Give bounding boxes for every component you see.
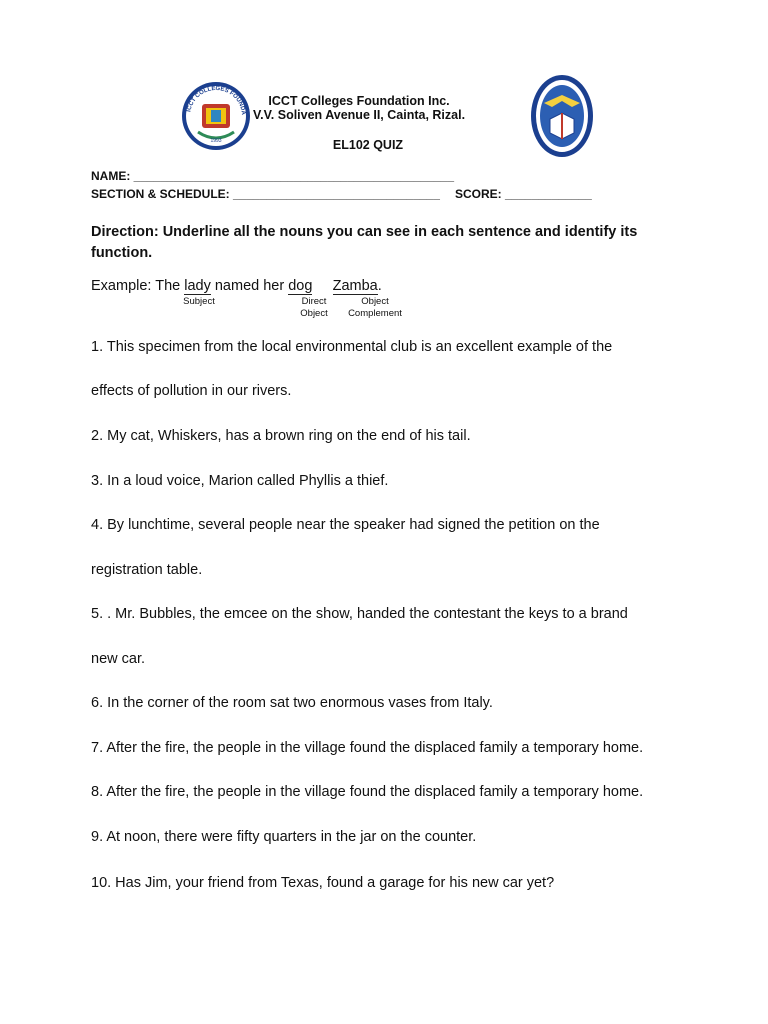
example-mid: named her bbox=[210, 278, 289, 294]
question-1-line-2: effects of pollution in our rivers. bbox=[91, 383, 292, 399]
label-object: Object bbox=[361, 296, 389, 307]
question-5-line-1: 5. . Mr. Bubbles, the emcee on the show, handed the contestant the keys to a brand bbox=[91, 606, 628, 622]
question-3: 3. In a loud voice, Marion called Phyllis a thief. bbox=[91, 473, 389, 489]
score-field[interactable]: SCORE: _____________ bbox=[455, 187, 592, 201]
question-2: 2. My cat, Whiskers, has a brown ring on the end of his tail. bbox=[91, 428, 471, 444]
svg-text:ICCT COLLEGES FOUNDATION INC.: ICCT COLLEGES FOUNDA bbox=[186, 85, 247, 115]
label-subject: Subject bbox=[183, 296, 215, 307]
question-1-line-1: 1. This specimen from the local environmental club is an excellent example of the bbox=[91, 339, 613, 355]
institution-address: V.V. Soliven Avenue II, Cainta, Rizal. bbox=[252, 108, 466, 122]
label-direct-object: Object bbox=[300, 308, 328, 319]
name-field[interactable]: NAME: ________________________________________________ bbox=[91, 169, 455, 183]
question-9: 9. At noon, there were fifty quarters in the jar on the counter. bbox=[91, 829, 477, 845]
quiz-title: EL102 QUIZ bbox=[332, 138, 404, 152]
question-7: 7. After the fire, the people in the village found the displaced family a temporary home. bbox=[91, 740, 644, 756]
label-direct: Direct bbox=[301, 296, 327, 307]
direction-text: Direction: Underline all the nouns you can see in each sentence and identify its function. bbox=[91, 224, 638, 261]
example-period: . bbox=[377, 278, 382, 294]
example-word-lady: lady bbox=[184, 278, 211, 294]
example-sentence bbox=[91, 278, 382, 294]
svg-text:1993: 1993 bbox=[210, 138, 222, 144]
question-6: 6. In the corner of the room sat two enormous vases from Italy. bbox=[91, 695, 493, 711]
example-word-dog: dog bbox=[288, 278, 313, 294]
question-5-line-2: new car. bbox=[91, 651, 145, 667]
section-schedule-field[interactable]: SECTION & SCHEDULE: _______________________________ bbox=[91, 187, 440, 201]
label-complement: Complement bbox=[348, 308, 402, 319]
example-prefix: Example: The bbox=[91, 278, 185, 294]
example-word-zamba: Zamba bbox=[332, 278, 378, 294]
institution-name: ICCT Colleges Foundation Inc. bbox=[268, 94, 450, 108]
cte-seal-logo bbox=[530, 73, 594, 159]
question-8: 8. After the fire, the people in the village found the displaced family a temporary home. bbox=[91, 784, 644, 800]
question-4-line-2: registration table. bbox=[91, 562, 203, 578]
question-10: 10. Has Jim, your friend from Texas, found a garage for his new car yet? bbox=[91, 875, 555, 891]
question-4-line-1: 4. By lunchtime, several people near the speaker had signed the petition on the bbox=[91, 517, 600, 533]
